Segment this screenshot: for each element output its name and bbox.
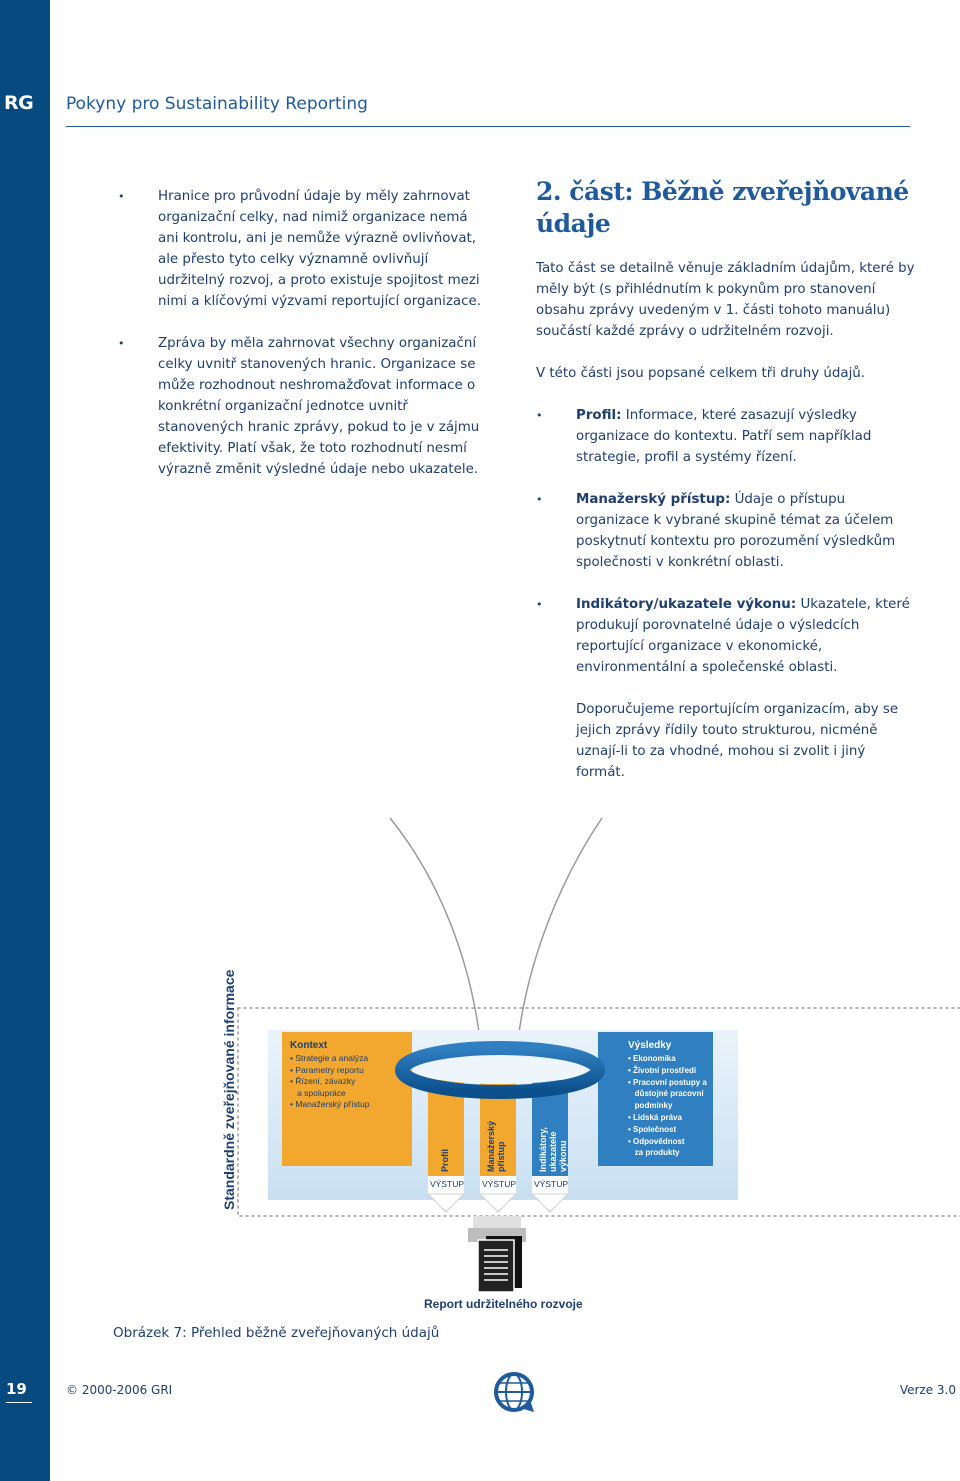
bullet-term: Manažerský přístup: <box>576 492 731 507</box>
closing-paragraph: Doporučujeme reportujícím organizacím, aby se jejich zprávy řídily touto strukturou, nicméně uznají-li to za vhodné, mohou si zvolit i jiný formát. <box>576 702 899 780</box>
report-document-icon <box>478 1236 522 1292</box>
bullet-icon: • <box>536 493 543 506</box>
gri-globe-icon <box>490 1368 538 1416</box>
arrow-down-icon <box>532 1194 568 1212</box>
bullet-icon: • <box>118 190 125 203</box>
results-title: Výsledky <box>628 1040 672 1051</box>
profil-label: Profil <box>440 1148 450 1172</box>
results-item: • Společnost <box>628 1124 677 1134</box>
section-title: 2. část: Běžně zveřejňované údaje <box>536 177 909 238</box>
bullet-icon: • <box>536 598 543 611</box>
results-item: • Životní prostředí <box>628 1065 697 1075</box>
output-label: VÝSTUP <box>534 1179 569 1189</box>
results-item: za produkty <box>628 1148 680 1158</box>
copyright: © 2000-2006 GRI <box>66 1383 173 1397</box>
output-label: VÝSTUP <box>430 1179 465 1189</box>
version: Verze 3.0 <box>899 1383 956 1397</box>
page-number: 19 <box>6 1380 27 1398</box>
results-list <box>628 1053 707 1159</box>
bullet-text: Zpráva by měla zahrnovat všechny organizační celky uvnitř stanovených hranic. Organizace se může rozhodnout neshromažďovat informace o konkrétní organizační jednotce uvnitř stanovených hranic zprávy, pokud to je v zájmu efektivity. Platí však, že toto rozhodnutí nesmí výrazně změnit výsledné údaje nebo ukazatele. <box>158 336 480 477</box>
summary-paragraph: V této části jsou popsané celkem tři druhy údajů. <box>536 366 866 381</box>
context-item: • Strategie a analýza <box>290 1053 369 1063</box>
context-item: • Parametry reportu <box>290 1064 364 1075</box>
context-list <box>290 1053 370 1111</box>
results-item: • Lidská práva <box>628 1112 682 1122</box>
page-header-title: Pokyny pro Sustainability Reporting <box>66 94 368 114</box>
results-item: podmínky <box>628 1101 673 1111</box>
figure-caption: Obrázek 7: Přehled běžně zveřejňovaných údajů <box>113 1325 440 1341</box>
side-label: Standardně zveřejňované informace <box>221 969 237 1210</box>
bullet-icon: • <box>536 409 543 422</box>
bullet-text: Údaje o přístupu organizace k vybrané skupině témat za účelem poskytnutí kontextu pro porozumění výsledkům společnosti v konkrétní oblasti. <box>576 492 896 570</box>
arrow-down-icon <box>428 1194 464 1212</box>
report-label: Report udržitelného rozvoje <box>424 1297 583 1311</box>
bullet-term: Profil: <box>576 408 622 423</box>
results-item: • Odpovědnost <box>628 1136 685 1146</box>
intro-paragraph: Tato část se detailně věnuje základním údajům, které by měly být (s přihlédnutím k pokynům pro stanovení obsahu zprávy uvedeným v 1. části tohoto manuálu) součástí každé zprávy o udržitelném rozvoji. <box>536 261 915 339</box>
bullet-term: Indikátory/ukazatele výkonu: <box>576 597 797 612</box>
bullet-text: Informace, které zasazují výsledky organizace do kontextu. Patří sem například strategie, profil a systémy řízení. <box>576 408 872 465</box>
bullet-text: Hranice pro průvodní údaje by měly zahrnovat organizační celky, nad nimiž organizace nemá ani kontrolu, ani je nemůže výrazně ovlivňovat, ale přesto tyto celky významně ovlivňují udržitelný rozvoj, a proto existuje spojitost mezi nimi a klíčovými výzvami reportující organizace. <box>158 189 481 309</box>
results-item: důstojné pracovní <box>628 1089 704 1099</box>
bullet-icon: • <box>118 337 125 350</box>
rg-logo: RG <box>4 92 34 114</box>
results-item: • Ekonomika <box>628 1054 676 1063</box>
results-item: • Pracovní postupy a <box>628 1077 707 1087</box>
indikatory-label: Indikátory, ukazatele výkonu <box>538 1127 568 1172</box>
output-label: VÝSTUP <box>482 1179 517 1189</box>
context-item: a spolupráce <box>290 1087 346 1098</box>
context-title: Kontext <box>290 1040 328 1051</box>
manazersky-label: Manažerský přístup <box>486 1120 506 1172</box>
context-item: • Řízení, závazky <box>290 1076 356 1086</box>
arrow-down-icon <box>480 1194 516 1212</box>
bullet-text: Ukazatele, které produkují porovnatelné údaje o výsledcích reportující organizace v ekonomické, environmentální a společenské oblasti. <box>576 597 910 675</box>
page-number-underline <box>6 1402 32 1403</box>
context-item: • Manažerský přístup <box>290 1099 370 1109</box>
